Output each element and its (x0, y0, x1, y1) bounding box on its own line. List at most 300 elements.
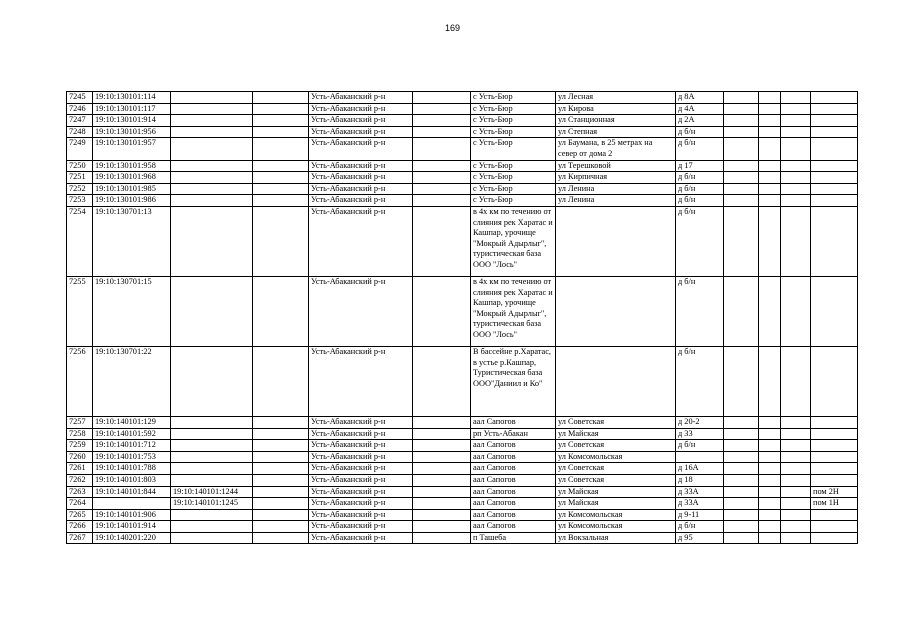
room-cell (811, 440, 858, 452)
table-row (67, 160, 858, 172)
empty-cell (781, 276, 811, 346)
district-cell: Усть-Абаканский р-н (309, 498, 413, 510)
settlement-cell: аал Сапогов (471, 486, 556, 498)
table-row (67, 346, 858, 416)
house-cell: д 20-2 (676, 416, 724, 428)
house-cell: д 33А (676, 486, 724, 498)
empty-cell (724, 195, 759, 207)
settlement-cell: с Усть-Бюр (471, 160, 556, 172)
room-cell (811, 416, 858, 428)
street-cell: ул Кирова (556, 103, 676, 115)
table-row (67, 532, 858, 544)
settlement-cell: в 4х км по течению от слияния рек Харатас и Кашпар, урочище "Мокрый Адырлыг", туристическая база ООО "Лось" (471, 276, 556, 346)
table-row (67, 138, 858, 160)
district-cell: Усть-Абаканский р-н (309, 195, 413, 207)
house-cell: д 95 (676, 532, 724, 544)
room-cell (811, 160, 858, 172)
district-cell: Усть-Абаканский р-н (309, 428, 413, 440)
room-cell (811, 103, 858, 115)
street-cell: ул Кирпичная (556, 172, 676, 184)
empty-cell (781, 172, 811, 184)
empty-cell (413, 474, 471, 486)
row-number-cell: 7262 (67, 474, 93, 486)
cadastral-number-cell (93, 498, 171, 510)
empty-cell (724, 276, 759, 346)
district-cell: Усть-Абаканский р-н (309, 183, 413, 195)
room-cell (811, 532, 858, 544)
empty-cell (253, 428, 309, 440)
cadastral-number-cell: 19:10:130101:956 (93, 126, 171, 138)
district-cell: Усть-Абаканский р-н (309, 92, 413, 104)
room-cell (811, 451, 858, 463)
cadastral-number-cell: 19:10:130101:958 (93, 160, 171, 172)
linked-cadastral-cell (171, 474, 253, 486)
empty-cell (781, 126, 811, 138)
linked-cadastral-cell (171, 92, 253, 104)
row-number-cell: 7249 (67, 138, 93, 160)
empty-cell (759, 440, 781, 452)
empty-cell (724, 138, 759, 160)
table-row (67, 416, 858, 428)
district-cell: Усть-Абаканский р-н (309, 160, 413, 172)
empty-cell (724, 126, 759, 138)
district-cell: Усть-Абаканский р-н (309, 440, 413, 452)
room-cell (811, 206, 858, 276)
empty-cell (724, 498, 759, 510)
cadastral-number-cell: 19:10:130701:13 (93, 206, 171, 276)
table-row (67, 521, 858, 533)
table-row (67, 509, 858, 521)
empty-cell (413, 440, 471, 452)
street-cell: ул Советская (556, 474, 676, 486)
empty-cell (781, 509, 811, 521)
empty-cell (253, 172, 309, 184)
room-cell (811, 463, 858, 475)
house-cell: д 2А (676, 115, 724, 127)
table-row (67, 451, 858, 463)
empty-cell (253, 486, 309, 498)
district-cell: Усть-Абаканский р-н (309, 474, 413, 486)
empty-cell (413, 183, 471, 195)
empty-cell (759, 160, 781, 172)
empty-cell (759, 474, 781, 486)
empty-cell (413, 103, 471, 115)
empty-cell (413, 428, 471, 440)
settlement-cell: аал Сапогов (471, 440, 556, 452)
settlement-cell: с Усть-Бюр (471, 103, 556, 115)
house-cell (676, 451, 724, 463)
empty-cell (759, 463, 781, 475)
empty-cell (759, 92, 781, 104)
room-cell: пом 1Н (811, 498, 858, 510)
empty-cell (781, 206, 811, 276)
empty-cell (781, 451, 811, 463)
room-cell (811, 183, 858, 195)
street-cell: ул Баумана, в 25 метрах на север от дома 2 (556, 138, 676, 160)
district-cell: Усть-Абаканский р-н (309, 115, 413, 127)
registry-table (66, 91, 858, 544)
house-cell: д б/н (676, 206, 724, 276)
empty-cell (724, 474, 759, 486)
cadastral-number-cell: 19:10:130101:114 (93, 92, 171, 104)
empty-cell (253, 160, 309, 172)
house-cell: д 4А (676, 103, 724, 115)
house-cell: д б/н (676, 183, 724, 195)
empty-cell (781, 92, 811, 104)
registry-rows (67, 92, 858, 544)
empty-cell (759, 126, 781, 138)
linked-cadastral-cell (171, 532, 253, 544)
settlement-cell: аал Сапогов (471, 463, 556, 475)
district-cell: Усть-Абаканский р-н (309, 463, 413, 475)
empty-cell (759, 172, 781, 184)
empty-cell (781, 103, 811, 115)
linked-cadastral-cell (171, 416, 253, 428)
row-number-cell: 7263 (67, 486, 93, 498)
cadastral-number-cell: 19:10:130101:117 (93, 103, 171, 115)
district-cell: Усть-Абаканский р-н (309, 276, 413, 346)
room-cell (811, 521, 858, 533)
house-cell: д 33А (676, 498, 724, 510)
empty-cell (253, 115, 309, 127)
street-cell: ул Лесная (556, 92, 676, 104)
settlement-cell: с Усть-Бюр (471, 92, 556, 104)
house-cell: д б/н (676, 521, 724, 533)
table-row (67, 115, 858, 127)
empty-cell (253, 206, 309, 276)
cadastral-number-cell: 19:10:140101:592 (93, 428, 171, 440)
empty-cell (759, 416, 781, 428)
empty-cell (759, 115, 781, 127)
empty-cell (781, 160, 811, 172)
room-cell (811, 92, 858, 104)
table-row (67, 183, 858, 195)
street-cell: ул Советская (556, 440, 676, 452)
house-cell: д б/н (676, 126, 724, 138)
empty-cell (253, 92, 309, 104)
empty-cell (413, 346, 471, 416)
empty-cell (781, 521, 811, 533)
empty-cell (413, 463, 471, 475)
empty-cell (253, 474, 309, 486)
house-cell: д б/н (676, 276, 724, 346)
linked-cadastral-cell (171, 346, 253, 416)
district-cell: Усть-Абаканский р-н (309, 346, 413, 416)
empty-cell (413, 160, 471, 172)
house-cell: д 8А (676, 92, 724, 104)
house-cell: д 18 (676, 474, 724, 486)
empty-cell (253, 346, 309, 416)
linked-cadastral-cell (171, 138, 253, 160)
empty-cell (253, 103, 309, 115)
street-cell: ул Комсомольская (556, 509, 676, 521)
row-number-cell: 7261 (67, 463, 93, 475)
room-cell (811, 509, 858, 521)
settlement-cell: с Усть-Бюр (471, 172, 556, 184)
empty-cell (413, 115, 471, 127)
cadastral-number-cell: 19:10:130701:15 (93, 276, 171, 346)
table-row (67, 172, 858, 184)
cadastral-number-cell: 19:10:140201:220 (93, 532, 171, 544)
empty-cell (781, 183, 811, 195)
cadastral-number-cell: 19:10:140101:753 (93, 451, 171, 463)
table-row (67, 206, 858, 276)
cadastral-number-cell: 19:10:140101:844 (93, 486, 171, 498)
row-number-cell: 7257 (67, 416, 93, 428)
empty-cell (759, 532, 781, 544)
row-number-cell: 7246 (67, 103, 93, 115)
settlement-cell: рп Усть-Абакан (471, 428, 556, 440)
empty-cell (413, 206, 471, 276)
linked-cadastral-cell (171, 451, 253, 463)
table-row (67, 486, 858, 498)
table-row (67, 440, 858, 452)
empty-cell (413, 532, 471, 544)
empty-cell (781, 532, 811, 544)
row-number-cell: 7253 (67, 195, 93, 207)
settlement-cell: с Усть-Бюр (471, 183, 556, 195)
empty-cell (759, 206, 781, 276)
room-cell (811, 172, 858, 184)
linked-cadastral-cell (171, 440, 253, 452)
district-cell: Усть-Абаканский р-н (309, 532, 413, 544)
room-cell (811, 276, 858, 346)
cadastral-number-cell: 19:10:130101:957 (93, 138, 171, 160)
linked-cadastral-cell (171, 521, 253, 533)
empty-cell (759, 521, 781, 533)
empty-cell (253, 509, 309, 521)
room-cell: пом 2Н (811, 486, 858, 498)
house-cell: д б/н (676, 440, 724, 452)
row-number-cell: 7247 (67, 115, 93, 127)
house-cell: д б/н (676, 138, 724, 160)
row-number-cell: 7251 (67, 172, 93, 184)
empty-cell (781, 416, 811, 428)
linked-cadastral-cell: 19:10:140101:1245 (171, 498, 253, 510)
street-cell: ул Терешковой (556, 160, 676, 172)
table-row (67, 103, 858, 115)
house-cell: д 17 (676, 160, 724, 172)
linked-cadastral-cell (171, 206, 253, 276)
cadastral-number-cell: 19:10:140101:906 (93, 509, 171, 521)
empty-cell (724, 103, 759, 115)
empty-cell (759, 451, 781, 463)
house-cell: д 9-11 (676, 509, 724, 521)
empty-cell (724, 206, 759, 276)
empty-cell (724, 92, 759, 104)
empty-cell (413, 92, 471, 104)
empty-cell (413, 276, 471, 346)
room-cell (811, 474, 858, 486)
empty-cell (724, 416, 759, 428)
page-number: 169 (444, 23, 461, 33)
settlement-cell: В бассейне р.Харатас, в устье р.Кашпар, Туристическая база ООО"Даниил и Ко" (471, 346, 556, 416)
empty-cell (413, 172, 471, 184)
settlement-cell: аал Сапогов (471, 416, 556, 428)
empty-cell (781, 474, 811, 486)
empty-cell (759, 346, 781, 416)
district-cell: Усть-Абаканский р-н (309, 103, 413, 115)
room-cell (811, 346, 858, 416)
street-cell: ул Ленина (556, 183, 676, 195)
row-number-cell: 7248 (67, 126, 93, 138)
cadastral-number-cell: 19:10:140101:914 (93, 521, 171, 533)
empty-cell (253, 126, 309, 138)
linked-cadastral-cell (171, 103, 253, 115)
street-cell: ул Ленина (556, 195, 676, 207)
empty-cell (724, 183, 759, 195)
empty-cell (724, 451, 759, 463)
settlement-cell: с Усть-Бюр (471, 195, 556, 207)
cadastral-number-cell: 19:10:130101:968 (93, 172, 171, 184)
settlement-cell: п Ташеба (471, 532, 556, 544)
row-number-cell: 7256 (67, 346, 93, 416)
street-cell: ул Майская (556, 486, 676, 498)
district-cell: Усть-Абаканский р-н (309, 416, 413, 428)
row-number-cell: 7260 (67, 451, 93, 463)
row-number-cell: 7266 (67, 521, 93, 533)
row-number-cell: 7250 (67, 160, 93, 172)
empty-cell (253, 276, 309, 346)
linked-cadastral-cell (171, 160, 253, 172)
empty-cell (253, 195, 309, 207)
cadastral-number-cell: 19:10:140101:788 (93, 463, 171, 475)
district-cell: Усть-Абаканский р-н (309, 138, 413, 160)
street-cell (556, 206, 676, 276)
empty-cell (413, 509, 471, 521)
empty-cell (413, 126, 471, 138)
empty-cell (253, 440, 309, 452)
district-cell: Усть-Абаканский р-н (309, 509, 413, 521)
empty-cell (413, 521, 471, 533)
row-number-cell: 7254 (67, 206, 93, 276)
empty-cell (724, 440, 759, 452)
district-cell: Усть-Абаканский р-н (309, 486, 413, 498)
house-cell: д б/н (676, 346, 724, 416)
linked-cadastral-cell (171, 115, 253, 127)
street-cell (556, 346, 676, 416)
empty-cell (413, 498, 471, 510)
district-cell: Усть-Абаканский р-н (309, 521, 413, 533)
empty-cell (413, 416, 471, 428)
room-cell (811, 428, 858, 440)
cadastral-number-cell: 19:10:140101:712 (93, 440, 171, 452)
row-number-cell: 7255 (67, 276, 93, 346)
empty-cell (781, 486, 811, 498)
street-cell: ул Степная (556, 126, 676, 138)
district-cell: Усть-Абаканский р-н (309, 172, 413, 184)
cadastral-number-cell: 19:10:140101:803 (93, 474, 171, 486)
street-cell: ул Советская (556, 416, 676, 428)
settlement-cell: аал Сапогов (471, 498, 556, 510)
empty-cell (759, 428, 781, 440)
empty-cell (724, 428, 759, 440)
district-cell: Усть-Абаканский р-н (309, 126, 413, 138)
empty-cell (253, 138, 309, 160)
linked-cadastral-cell (171, 195, 253, 207)
empty-cell (724, 115, 759, 127)
settlement-cell: аал Сапогов (471, 451, 556, 463)
table-row (67, 195, 858, 207)
empty-cell (253, 451, 309, 463)
house-cell: д 16А (676, 463, 724, 475)
empty-cell (781, 346, 811, 416)
row-number-cell: 7252 (67, 183, 93, 195)
empty-cell (759, 498, 781, 510)
linked-cadastral-cell (171, 276, 253, 346)
empty-cell (413, 195, 471, 207)
street-cell: ул Комсомольская (556, 521, 676, 533)
empty-cell (781, 115, 811, 127)
table-row (67, 92, 858, 104)
street-cell: ул Майская (556, 428, 676, 440)
empty-cell (724, 463, 759, 475)
linked-cadastral-cell (171, 428, 253, 440)
empty-cell (724, 172, 759, 184)
linked-cadastral-cell: 19:10:140101:1244 (171, 486, 253, 498)
cadastral-number-cell: 19:10:130101:985 (93, 183, 171, 195)
row-number-cell: 7245 (67, 92, 93, 104)
cadastral-number-cell: 19:10:130701:22 (93, 346, 171, 416)
table-row (67, 276, 858, 346)
table-row (67, 126, 858, 138)
empty-cell (759, 195, 781, 207)
house-cell: д 33 (676, 428, 724, 440)
empty-cell (253, 498, 309, 510)
street-cell (556, 276, 676, 346)
empty-cell (253, 521, 309, 533)
room-cell (811, 138, 858, 160)
street-cell: ул Комсомольская (556, 451, 676, 463)
empty-cell (781, 498, 811, 510)
empty-cell (759, 509, 781, 521)
settlement-cell: с Усть-Бюр (471, 126, 556, 138)
row-number-cell: 7265 (67, 509, 93, 521)
empty-cell (759, 276, 781, 346)
empty-cell (724, 532, 759, 544)
empty-cell (781, 440, 811, 452)
settlement-cell: аал Сапогов (471, 521, 556, 533)
empty-cell (413, 451, 471, 463)
table-row (67, 474, 858, 486)
empty-cell (781, 428, 811, 440)
row-number-cell: 7264 (67, 498, 93, 510)
cadastral-number-cell: 19:10:130101:914 (93, 115, 171, 127)
empty-cell (253, 416, 309, 428)
district-cell: Усть-Абаканский р-н (309, 206, 413, 276)
settlement-cell: с Усть-Бюр (471, 115, 556, 127)
house-cell: д б/н (676, 195, 724, 207)
empty-cell (724, 509, 759, 521)
row-number-cell: 7267 (67, 532, 93, 544)
room-cell (811, 195, 858, 207)
empty-cell (724, 521, 759, 533)
empty-cell (759, 486, 781, 498)
street-cell: ул Майская (556, 498, 676, 510)
table-row (67, 428, 858, 440)
empty-cell (781, 138, 811, 160)
district-cell: Усть-Абаканский р-н (309, 451, 413, 463)
row-number-cell: 7258 (67, 428, 93, 440)
cadastral-number-cell: 19:10:140101:129 (93, 416, 171, 428)
cadastral-number-cell: 19:10:130101:986 (93, 195, 171, 207)
empty-cell (781, 195, 811, 207)
linked-cadastral-cell (171, 509, 253, 521)
empty-cell (759, 138, 781, 160)
settlement-cell: в 4х км по течению от слияния рек Харатас и Кашпар, урочище "Мокрый Адырлыг", туристическая база ООО "Лось" (471, 206, 556, 276)
settlement-cell: аал Сапогов (471, 474, 556, 486)
settlement-cell: с Усть-Бюр (471, 138, 556, 160)
